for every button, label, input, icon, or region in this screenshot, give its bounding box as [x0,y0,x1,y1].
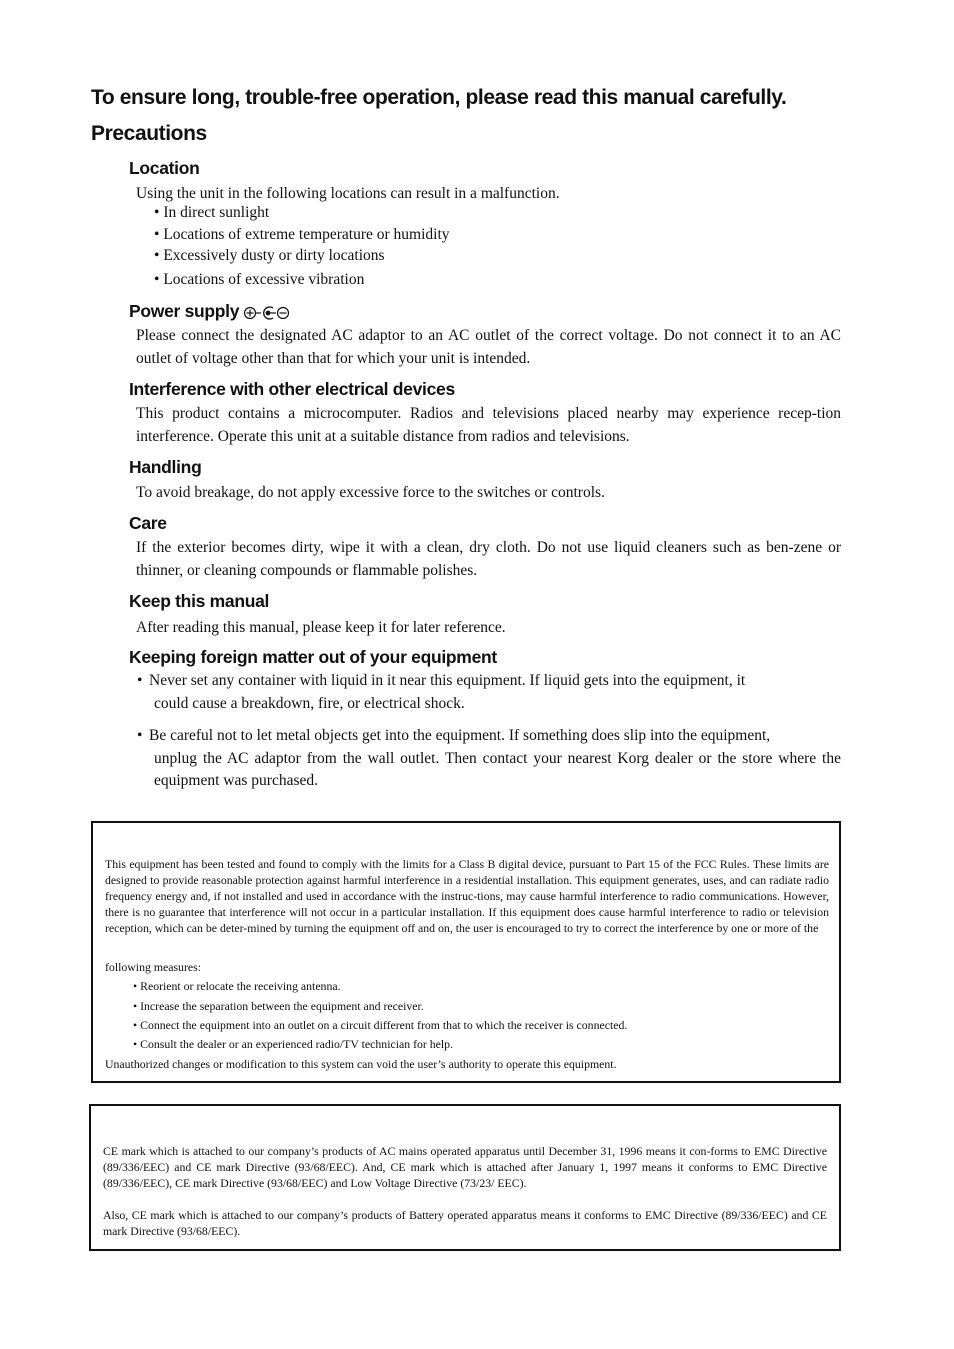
foreign-matter-heading: Keeping foreign matter out of your equipment [129,647,497,667]
polarity-symbol-icon [243,304,293,320]
list-item: • Reorient or relocate the receiving antenna. [133,979,341,993]
page-title: To ensure long, trouble-free operation, please read this manual carefully. [91,86,787,109]
interference-body: This product contains a microcomputer. Radios and televisions placed nearby may experience recep-tion interference. Operate this unit at a suitable distance from radios and televisions. [136,405,841,445]
list-item: • Connect the equipment into an outlet on a circuit different from that to which the receiver is connected. [133,1018,628,1032]
location-heading: Location [129,158,200,178]
list-item: • Consult the dealer or an experienced radio/TV technician for help. [133,1037,454,1051]
ce-para-2: Also, CE mark which is attached to our company’s products of Battery operated apparatus means it conforms to EMC Directive (89/336/EEC) and CE mark Directive (93/68/EEC). [103,1208,827,1238]
handling-heading: Handling [129,457,202,477]
fcc-body: This equipment has been tested and found to comply with the limits for a Class B digital device, pursuant to Part 15 of the FCC Rules. These limits are designed to provide reasonable protection against harmful interference in a residential installation. This equipment generates, uses, and can radiate radio frequency energy and, if not installed and used in accordance with the instruc-tions, may cause harmful interference to radio communications. However, there is no guarantee that interference will not occur in a particular installation. If this equipment does cause harmful interference to radio or television reception, which can be deter-mined by turning the equipment off and on, the user is encouraged to try to correct the interference by one or more of the [105,857,829,935]
precautions-heading: Precautions [91,122,207,145]
care-heading: Care [129,513,167,533]
power-supply-body: Please connect the designated AC adaptor to an AC outlet of the correct voltage. Do not connect it to an AC outlet of voltage other than that for which your unit is intended. [136,327,841,367]
list-item: • Excessively dusty or dirty locations [154,247,385,264]
care-body: If the exterior becomes dirty, wipe it with a clean, dry cloth. Do not use liquid cleaners such as ben-zene or thinner, or cleaning compounds or flammable polishes. [136,539,841,579]
list-item: • Increase the separation between the equipment and receiver. [133,999,424,1013]
list-item: • In direct sunlight [154,204,270,221]
list-item: • Be careful not to let metal objects get into the equipment. If something does slip into the equipment, unplug the AC adaptor from the wall outlet. Then contact your nearest Korg dealer or the store where the equipment was purchased. [137,727,841,789]
power-supply-heading: Power supply [129,301,293,322]
ce-para-1: CE mark which is attached to our company’s products of AC mains operated apparatus until December 31, 1996 means it con-forms to EMC Directive (89/336/EEC) and CE mark Directive (93/68/EEC). And, CE mark which is attached after January 1, 1997 means it conforms to EMC Directive (89/336/EEC), CE mark Directive (93/68/EEC) and Low Voltage Directive (73/23/ EEC). [103,1144,827,1190]
list-item: • Never set any container with liquid in it near this equipment. If liquid gets into the equipment, it could cause a breakdown, fire, or electrical shock. [137,672,746,712]
fcc-footer: Unauthorized changes or modification to this system can void the user’s authority to operate this equipment. [105,1057,617,1071]
keep-manual-body: After reading this manual, please keep it for later reference. [136,619,506,636]
fcc-notice-box [91,821,841,1083]
fcc-measures-intro: following measures: [105,960,201,974]
keep-manual-heading: Keep this manual [129,591,270,611]
handling-body: To avoid breakage, do not apply excessive force to the switches or controls. [136,484,605,501]
ce-notice-box [89,1104,841,1251]
list-item: • Locations of excessive vibration [154,271,365,288]
interference-heading: Interference with other electrical devices [129,379,455,399]
list-item: • Locations of extreme temperature or humidity [154,226,450,243]
location-intro: Using the unit in the following locations can result in a malfunction. [136,185,560,202]
